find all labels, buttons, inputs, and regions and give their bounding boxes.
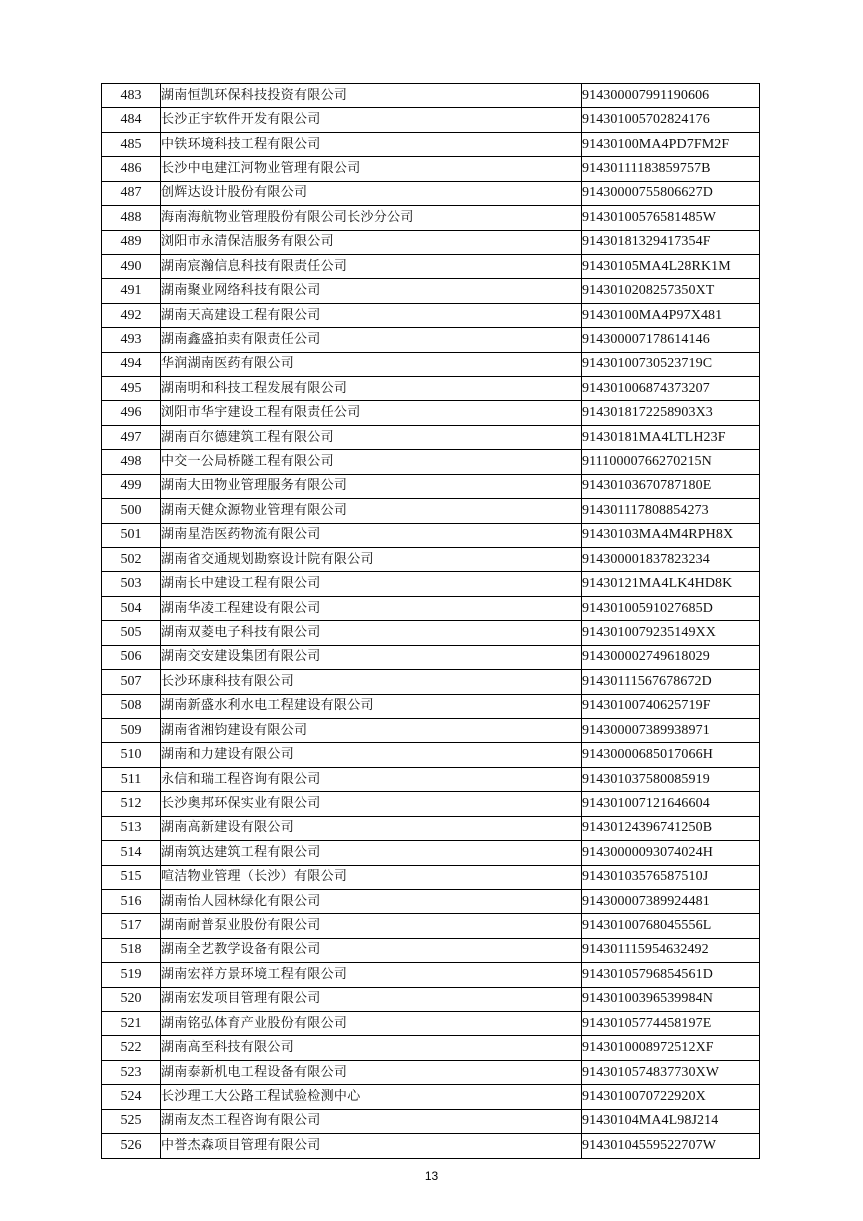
credit-code: 91110000766270215N (582, 450, 760, 474)
row-number: 516 (102, 889, 161, 913)
row-number: 512 (102, 792, 161, 816)
table-row (102, 254, 760, 278)
row-number: 517 (102, 914, 161, 938)
credit-code: 9143010008972512XF (582, 1036, 760, 1060)
company-name: 湖南鑫盛拍卖有限责任公司 (161, 328, 582, 352)
table-row (102, 206, 760, 230)
credit-code: 9143018172258903X3 (582, 401, 760, 425)
row-number: 506 (102, 645, 161, 669)
company-name: 湖南恒凯环保科技投资有限公司 (161, 84, 582, 108)
company-name: 湖南交安建设集团有限公司 (161, 645, 582, 669)
row-number: 502 (102, 548, 161, 572)
credit-code: 91430121MA4LK4HD8K (582, 572, 760, 596)
company-name: 海南海航物业管理股份有限公司长沙分公司 (161, 206, 582, 230)
row-number: 503 (102, 572, 161, 596)
table-row (102, 523, 760, 547)
registry-table-body (102, 84, 760, 1159)
table-row (102, 889, 760, 913)
row-number: 508 (102, 694, 161, 718)
company-name: 湖南天高建设工程有限公司 (161, 303, 582, 327)
credit-code: 91430100MA4PD7FM2F (582, 132, 760, 156)
credit-code: 914300007991190606 (582, 84, 760, 108)
credit-code: 91430100768045556L (582, 914, 760, 938)
credit-code: 914300001837823234 (582, 548, 760, 572)
company-registry-table (101, 83, 760, 1159)
credit-code: 9143010079235149XX (582, 621, 760, 645)
company-name: 湖南宏发项目管理有限公司 (161, 987, 582, 1011)
table-row (102, 914, 760, 938)
row-number: 491 (102, 279, 161, 303)
company-name: 湖南全艺教学设备有限公司 (161, 938, 582, 962)
row-number: 507 (102, 670, 161, 694)
row-number: 498 (102, 450, 161, 474)
table-row (102, 279, 760, 303)
company-name: 中誉杰森项目管理有限公司 (161, 1134, 582, 1158)
table-row (102, 499, 760, 523)
row-number: 492 (102, 303, 161, 327)
company-name: 湖南长中建设工程有限公司 (161, 572, 582, 596)
row-number: 519 (102, 963, 161, 987)
table-row (102, 1060, 760, 1084)
table-row (102, 132, 760, 156)
row-number: 520 (102, 987, 161, 1011)
company-name: 湖南泰新机电工程设备有限公司 (161, 1060, 582, 1084)
table-row (102, 841, 760, 865)
company-name: 永信和瑞工程咨询有限公司 (161, 767, 582, 791)
row-number: 485 (102, 132, 161, 156)
table-row (102, 84, 760, 108)
row-number: 501 (102, 523, 161, 547)
company-name: 湖南大田物业管理服务有限公司 (161, 474, 582, 498)
table-row (102, 767, 760, 791)
row-number: 494 (102, 352, 161, 376)
table-row (102, 792, 760, 816)
row-number: 488 (102, 206, 161, 230)
credit-code: 91430000755806627D (582, 181, 760, 205)
table-row (102, 645, 760, 669)
table-row (102, 1134, 760, 1158)
company-name: 湖南省湘钧建设有限公司 (161, 718, 582, 742)
company-name: 湖南百尔德建筑工程有限公司 (161, 425, 582, 449)
credit-code: 914300007389938971 (582, 718, 760, 742)
company-name: 浏阳市华宇建设工程有限责任公司 (161, 401, 582, 425)
row-number: 484 (102, 108, 161, 132)
company-name: 中铁环境科技工程有限公司 (161, 132, 582, 156)
credit-code: 91430000685017066H (582, 743, 760, 767)
row-number: 504 (102, 596, 161, 620)
credit-code: 914301117808854273 (582, 499, 760, 523)
credit-code: 91430000093074024H (582, 841, 760, 865)
row-number: 499 (102, 474, 161, 498)
row-number: 523 (102, 1060, 161, 1084)
credit-code: 9143010208257350XT (582, 279, 760, 303)
company-name: 湖南双菱电子科技有限公司 (161, 621, 582, 645)
table-row (102, 816, 760, 840)
company-name: 湖南明和科技工程发展有限公司 (161, 377, 582, 401)
table-row (102, 1012, 760, 1036)
table-row (102, 425, 760, 449)
table-row (102, 694, 760, 718)
row-number: 518 (102, 938, 161, 962)
credit-code: 91430100740625719F (582, 694, 760, 718)
row-number: 525 (102, 1109, 161, 1133)
row-number: 486 (102, 157, 161, 181)
credit-code: 91430105MA4L28RK1M (582, 254, 760, 278)
credit-code: 91430100396539984N (582, 987, 760, 1011)
company-name: 浏阳市永清保洁服务有限公司 (161, 230, 582, 254)
credit-code: 914301005702824176 (582, 108, 760, 132)
row-number: 511 (102, 767, 161, 791)
company-name: 湖南省交通规划勘察设计院有限公司 (161, 548, 582, 572)
credit-code: 91430105774458197E (582, 1012, 760, 1036)
company-name: 长沙理工大公路工程试验检测中心 (161, 1085, 582, 1109)
table-row (102, 1036, 760, 1060)
company-name: 湖南高至科技有限公司 (161, 1036, 582, 1060)
company-name: 湖南高新建设有限公司 (161, 816, 582, 840)
table-row (102, 1085, 760, 1109)
credit-code: 91430103MA4M4RPH8X (582, 523, 760, 547)
company-name: 喧洁物业管理（长沙）有限公司 (161, 865, 582, 889)
table-row (102, 108, 760, 132)
table-row (102, 548, 760, 572)
company-name: 湖南宏祥方景环境工程有限公司 (161, 963, 582, 987)
row-number: 514 (102, 841, 161, 865)
credit-code: 91430104MA4L98J214 (582, 1109, 760, 1133)
row-number: 522 (102, 1036, 161, 1060)
credit-code: 9143010574837730XW (582, 1060, 760, 1084)
credit-code: 91430103576587510J (582, 865, 760, 889)
row-number: 509 (102, 718, 161, 742)
table-row (102, 230, 760, 254)
company-name: 中交一公局桥隧工程有限公司 (161, 450, 582, 474)
table-row (102, 303, 760, 327)
credit-code: 91430100591027685D (582, 596, 760, 620)
table-row (102, 377, 760, 401)
credit-code: 91430111183859757B (582, 157, 760, 181)
company-name: 湖南怡人园林绿化有限公司 (161, 889, 582, 913)
company-name: 长沙正宇软件开发有限公司 (161, 108, 582, 132)
row-number: 510 (102, 743, 161, 767)
credit-code: 914301115954632492 (582, 938, 760, 962)
table-row (102, 621, 760, 645)
credit-code: 914300007178614146 (582, 328, 760, 352)
row-number: 526 (102, 1134, 161, 1158)
table-row (102, 938, 760, 962)
credit-code: 91430111567678672D (582, 670, 760, 694)
credit-code: 91430104559522707W (582, 1134, 760, 1158)
credit-code: 91430105796854561D (582, 963, 760, 987)
table-row (102, 718, 760, 742)
row-number: 497 (102, 425, 161, 449)
page-number: 13 (424, 1169, 439, 1183)
table-row (102, 572, 760, 596)
row-number: 489 (102, 230, 161, 254)
credit-code: 914300007389924481 (582, 889, 760, 913)
company-name: 湖南友杰工程咨询有限公司 (161, 1109, 582, 1133)
credit-code: 91430103670787180E (582, 474, 760, 498)
row-number: 500 (102, 499, 161, 523)
credit-code: 914301037580085919 (582, 767, 760, 791)
table-row (102, 181, 760, 205)
credit-code: 91430181329417354F (582, 230, 760, 254)
row-number: 483 (102, 84, 161, 108)
table-row (102, 743, 760, 767)
credit-code: 914301006874373207 (582, 377, 760, 401)
company-name: 创辉达设计股份有限公司 (161, 181, 582, 205)
credit-code: 91430124396741250B (582, 816, 760, 840)
row-number: 495 (102, 377, 161, 401)
credit-code: 9143010070722920X (582, 1085, 760, 1109)
row-number: 505 (102, 621, 161, 645)
table-row (102, 352, 760, 376)
credit-code: 91430100730523719C (582, 352, 760, 376)
company-name: 湖南和力建设有限公司 (161, 743, 582, 767)
company-name: 湖南宸瀚信息科技有限责任公司 (161, 254, 582, 278)
row-number: 513 (102, 816, 161, 840)
table-row (102, 963, 760, 987)
company-name: 长沙环康科技有限公司 (161, 670, 582, 694)
company-name: 长沙中电建江河物业管理有限公司 (161, 157, 582, 181)
credit-code: 914301007121646604 (582, 792, 760, 816)
company-name: 长沙奥邦环保实业有限公司 (161, 792, 582, 816)
company-name: 湖南新盛水利水电工程建设有限公司 (161, 694, 582, 718)
row-number: 515 (102, 865, 161, 889)
row-number: 487 (102, 181, 161, 205)
table-row (102, 987, 760, 1011)
company-name: 湖南聚业网络科技有限公司 (161, 279, 582, 303)
table-row (102, 474, 760, 498)
company-name: 华润湖南医药有限公司 (161, 352, 582, 376)
credit-code: 91430100576581485W (582, 206, 760, 230)
table-row (102, 450, 760, 474)
table-row (102, 157, 760, 181)
company-name: 湖南星浩医药物流有限公司 (161, 523, 582, 547)
credit-code: 914300002749618029 (582, 645, 760, 669)
company-name: 湖南铭弘体育产业股份有限公司 (161, 1012, 582, 1036)
company-name: 湖南耐普泵业股份有限公司 (161, 914, 582, 938)
company-name: 湖南天健众源物业管理有限公司 (161, 499, 582, 523)
company-name: 湖南华凌工程建设有限公司 (161, 596, 582, 620)
credit-code: 91430100MA4P97X481 (582, 303, 760, 327)
company-name: 湖南筑达建筑工程有限公司 (161, 841, 582, 865)
table-row (102, 328, 760, 352)
table-row (102, 1109, 760, 1133)
row-number: 521 (102, 1012, 161, 1036)
row-number: 493 (102, 328, 161, 352)
credit-code: 91430181MA4LTLH23F (582, 425, 760, 449)
row-number: 496 (102, 401, 161, 425)
row-number: 490 (102, 254, 161, 278)
table-row (102, 596, 760, 620)
table-row (102, 401, 760, 425)
row-number: 524 (102, 1085, 161, 1109)
table-row (102, 865, 760, 889)
table-row (102, 670, 760, 694)
